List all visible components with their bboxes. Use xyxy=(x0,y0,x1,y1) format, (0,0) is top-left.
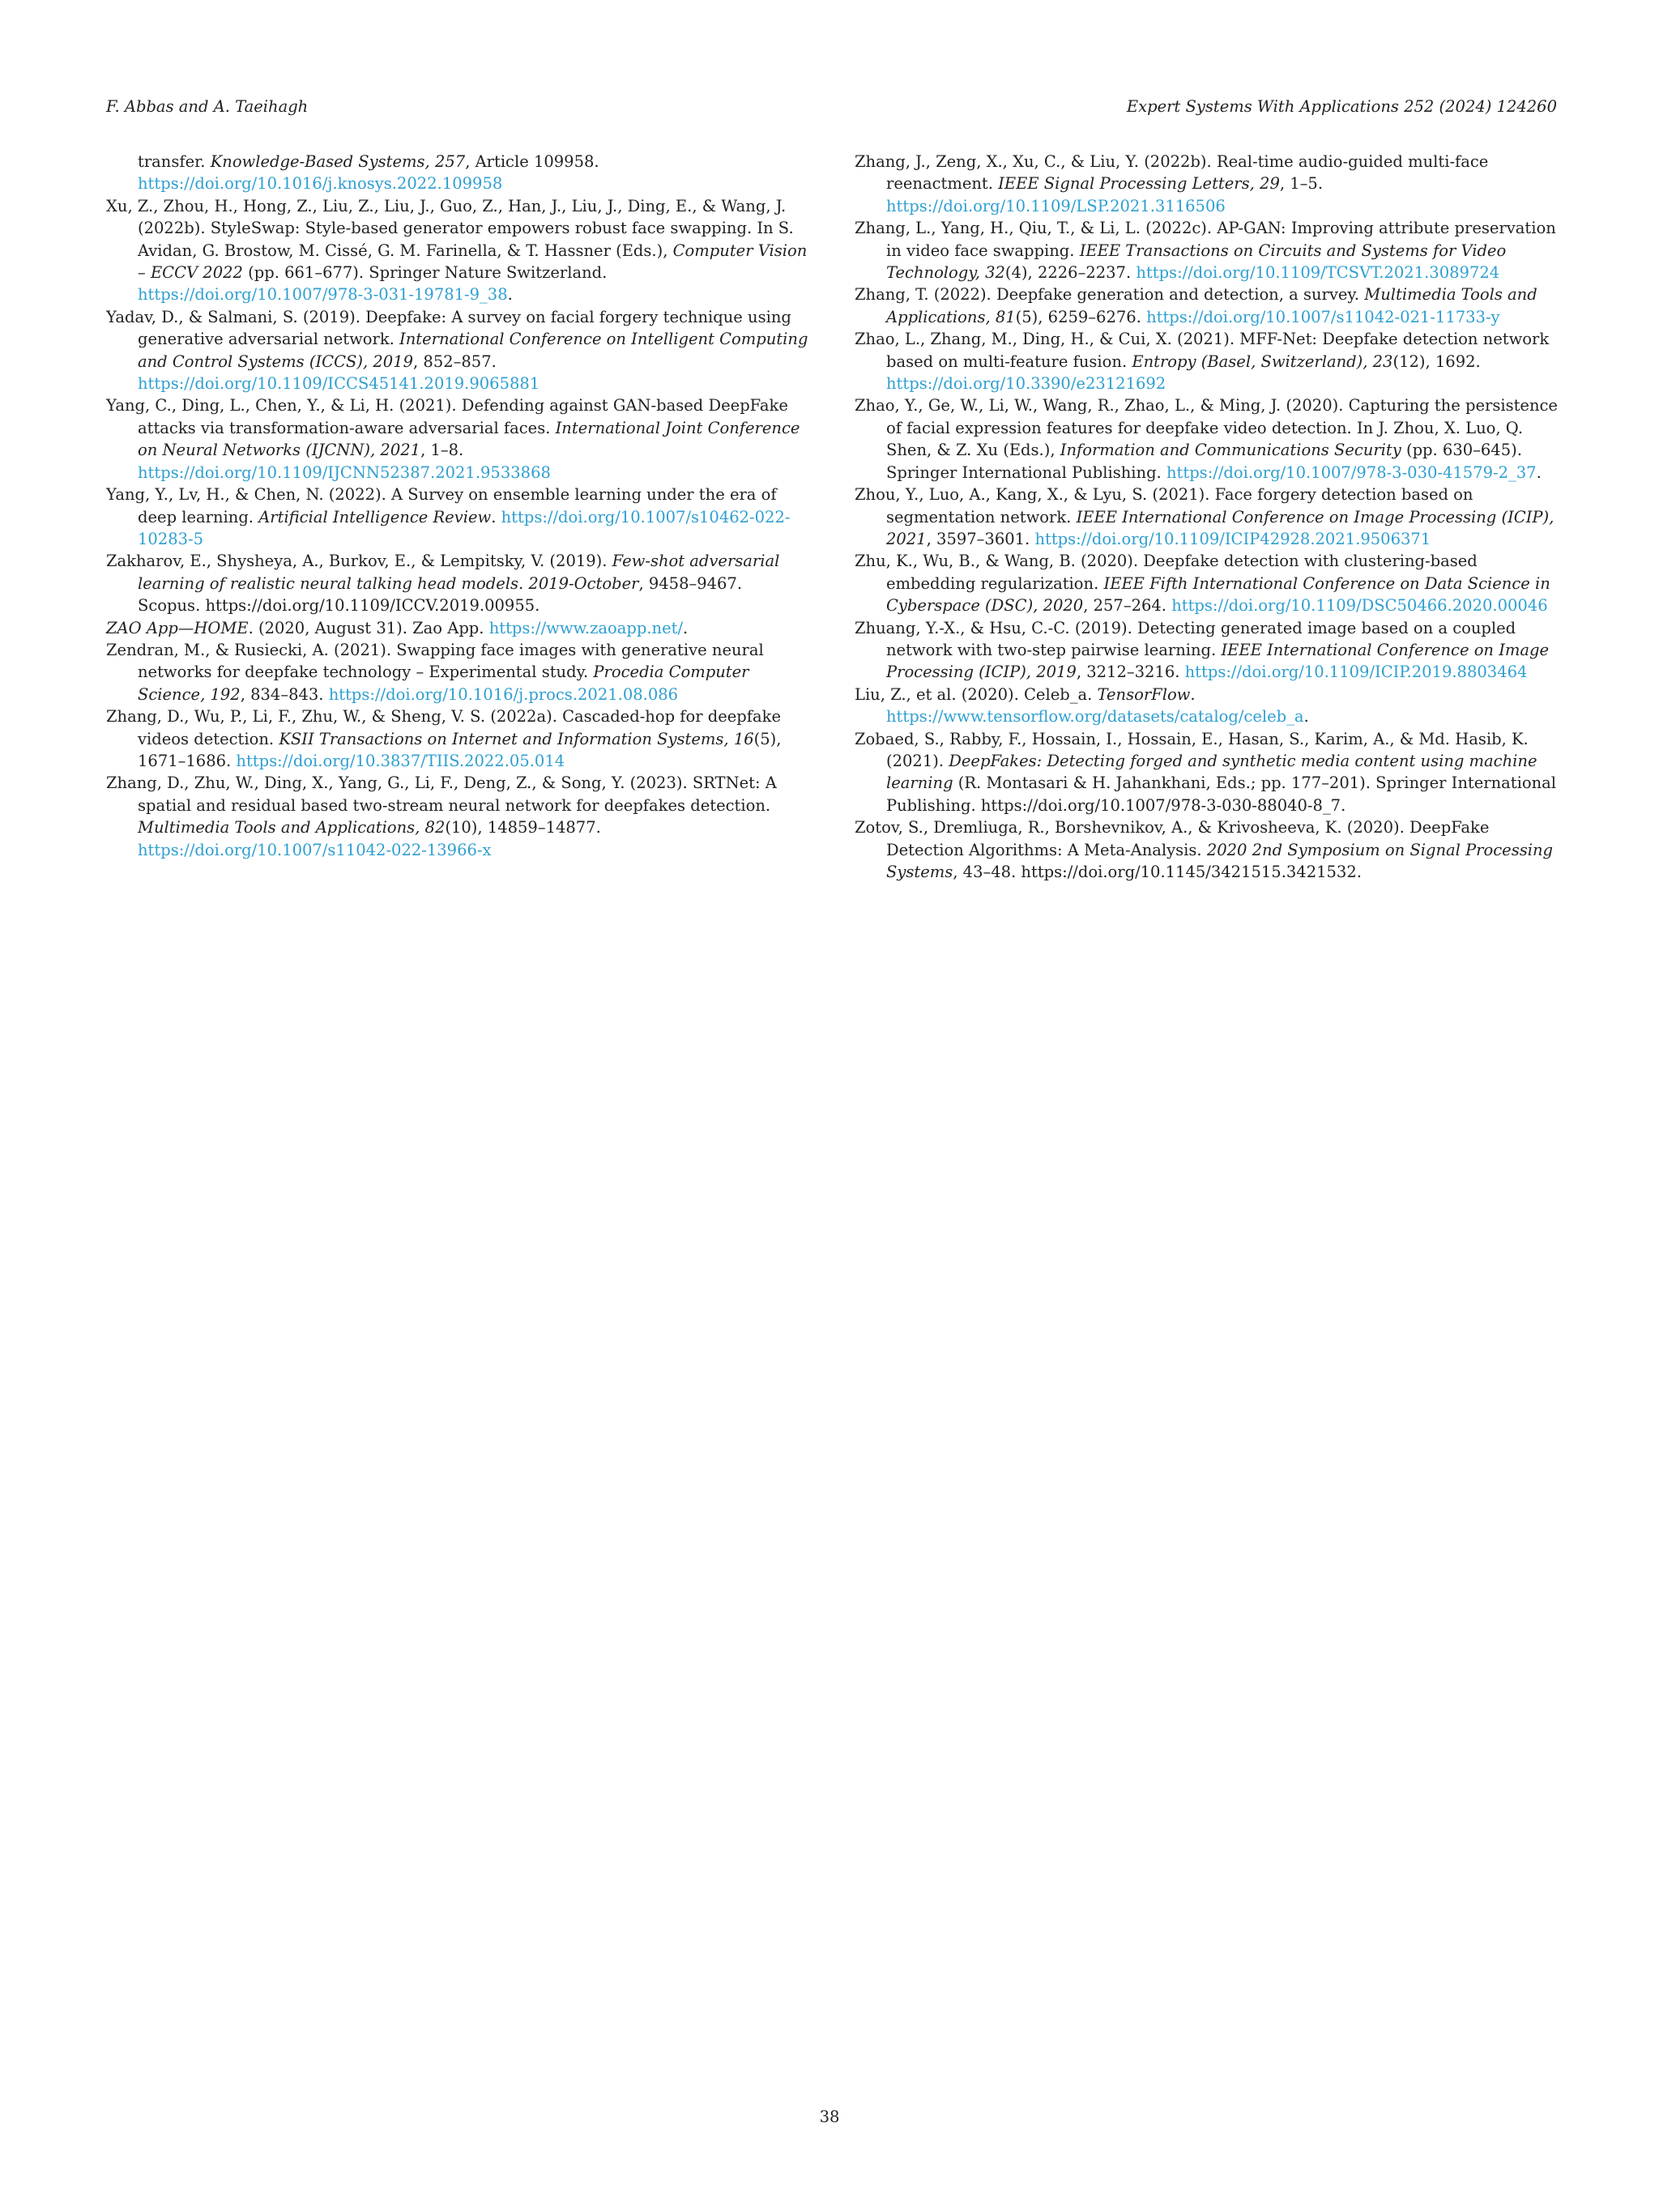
reference-text: Liu, Z., et al. (2020). Celeb_a. xyxy=(855,684,1098,704)
reference-text: , Article 109958. xyxy=(465,152,599,171)
reference-text: , 834–843. xyxy=(240,684,329,704)
reference-text: Zhao, Y., Ge, W., Li, W., Wang, R., Zhao, L., & Ming, J. (2020). Capturing the persistence of facial expression features for deepfake video detection. In J. Zhou, X. Luo, Q. Shen, & Z. Xu (Eds.), xyxy=(855,396,1558,460)
reference-text: Zobaed, S., Rabby, F., Hossain, I., Hossain, E., Hasan, S., Karim, A., & Md. Hasib, K. (2021). xyxy=(855,729,1529,770)
reference-source-italic: IEEE International Conference on Image Processing (ICIP), 2019 xyxy=(886,640,1550,682)
reference-text: . xyxy=(507,285,513,305)
reference-text: . (2020, August 31). Zao App. xyxy=(248,618,489,637)
reference-text: (pp. 630–645). Springer International Publishing. xyxy=(886,441,1522,482)
reference-text: Zhang, D., Wu, P., Li, F., Zhu, W., & Sheng, V. S. (2022a). Cascaded-hop for deepfake videos detection. xyxy=(106,707,781,748)
reference-source-italic: DeepFakes: Detecting forged and synthetic media content using machine learning xyxy=(886,751,1537,793)
page-number: 38 xyxy=(819,2108,840,2126)
reference-source-italic: IEEE Signal Processing Letters, 29 xyxy=(998,174,1280,194)
reference-text: Yadav, D., & Salmani, S. (2019). Deepfake: A survey on facial forgery technique using generative adversarial network. xyxy=(106,307,791,349)
reference-text: Zhou, Y., Luo, A., Kang, X., & Lyu, S. (2021). Face forgery detection based on segmentation network. xyxy=(855,485,1473,526)
reference-text: Zhang, J., Zeng, X., Xu, C., & Liu, Y. (2022b). Real-time audio-guided multi-face reenactment. xyxy=(855,152,1489,194)
reference-text: (10), 14859–14877. xyxy=(445,818,601,837)
reference-text: transfer. xyxy=(138,152,211,171)
reference-text: Zhu, K., Wu, B., & Wang, B. (2020). Deepfake detection with clustering-based embedding regularization. xyxy=(855,552,1478,593)
reference-text: (R. Montasari & H. Jahankhani, Eds.; pp. 177–201). Springer International Publishing. https://doi.org/10.1007/978-3-030-88040-8_7. xyxy=(886,774,1557,815)
reference-link[interactable]: https://doi.org/10.1109/ICCS45141.2019.9065881 xyxy=(138,374,540,394)
reference-source-italic: Knowledge-Based Systems, 257 xyxy=(210,152,466,171)
reference-link[interactable]: https://doi.org/10.1109/LSP.2021.3116506 xyxy=(886,196,1226,215)
reference-link[interactable]: https://doi.org/10.1007/s10462-022-10283-5 xyxy=(138,507,791,548)
reference-link[interactable]: https://www.zaoapp.net/ xyxy=(488,618,684,637)
reference-text: Zhang, L., Yang, H., Qiu, T., & Li, L. (2022c). AP-GAN: Improving attribute preservation in video face swapping. xyxy=(855,219,1556,260)
reference-source-italic: 2020 2nd Symposium on Signal Processing Systems xyxy=(886,840,1553,881)
reference-link[interactable]: https://doi.org/10.3390/e23121692 xyxy=(886,374,1166,394)
reference-text: Yang, Y., Lv, H., & Chen, N. (2022). A Survey on ensemble learning under the era of deep learning. xyxy=(106,485,777,526)
reference-entry xyxy=(106,550,809,616)
reference-text: (12), 1692. xyxy=(1392,352,1481,371)
reference-text: (pp. 661–677). Springer Nature Switzerland. xyxy=(242,263,608,283)
reference-text: . xyxy=(683,618,689,637)
reference-link[interactable]: https://doi.org/10.1109/ICIP42928.2021.9506371 xyxy=(1034,529,1431,548)
reference-link[interactable]: https://doi.org/10.1109/DSC50466.2020.00046 xyxy=(1171,596,1548,616)
reference-text: . xyxy=(1536,462,1542,482)
reference-link[interactable]: https://doi.org/10.3837/TIIS.2022.05.014 xyxy=(236,751,565,770)
reference-text: . xyxy=(1190,684,1196,704)
reference-text: Zhang, D., Zhu, W., Ding, X., Yang, G., Li, F., Deng, Z., & Song, Y. (2023). SRTNet: A spatial and residual based two-stream neural network for deepfakes detection. xyxy=(106,774,777,815)
reference-entry xyxy=(106,394,809,484)
reference-link[interactable]: https://doi.org/10.1016/j.procs.2021.08.086 xyxy=(328,684,679,704)
reference-entry xyxy=(855,151,1558,217)
reference-entry xyxy=(855,728,1558,817)
reference-text: . xyxy=(1303,707,1309,727)
reference-text: , 257–264. xyxy=(1083,596,1172,616)
reference-text: , 1–8. xyxy=(420,441,464,460)
reference-entry xyxy=(106,151,809,195)
reference-source-italic: Information and Communications Security xyxy=(1060,441,1401,460)
reference-text: (5), 6259–6276. xyxy=(1015,307,1147,326)
reference-source-italic: ZAO App—HOME xyxy=(106,618,249,637)
reference-entry xyxy=(106,639,809,705)
reference-entry xyxy=(106,705,809,772)
reference-text: , 3597–3601. xyxy=(926,529,1035,548)
references-right-column xyxy=(855,151,1558,883)
reference-entry xyxy=(855,617,1558,684)
reference-entry xyxy=(855,550,1558,616)
reference-entry xyxy=(855,283,1558,328)
reference-entry xyxy=(855,684,1558,728)
reference-entry xyxy=(855,217,1558,283)
reference-entry xyxy=(106,195,809,306)
reference-text: Zakharov, E., Shysheya, A., Burkov, E., & Lempitsky, V. (2019). xyxy=(106,552,612,571)
reference-entry xyxy=(106,772,809,861)
reference-link[interactable]: https://doi.org/10.1007/s11042-021-11733-y xyxy=(1146,307,1500,326)
reference-text: (4), 2226–2237. xyxy=(1004,263,1137,283)
reference-link[interactable]: https://doi.org/10.1007/s11042-022-13966-x xyxy=(138,840,492,859)
reference-source-italic: IEEE International Conference on Image Processing (ICIP), 2021 xyxy=(886,507,1555,548)
reference-text: Yang, C., Ding, L., Chen, Y., & Li, H. (2021). Defending against GAN-based DeepFake attacks via transformation-aware adversarial faces. xyxy=(106,396,788,437)
reference-link[interactable]: https://doi.org/10.1007/978-3-031-19781-9_38 xyxy=(138,285,508,305)
reference-link[interactable]: https://doi.org/10.1109/TCSVT.2021.3089724 xyxy=(1136,263,1500,283)
reference-source-italic: Computer Vision – ECCV 2022 xyxy=(138,241,808,283)
references-left-column xyxy=(106,151,809,861)
reference-source-italic: Few-shot adversarial learning of realistic neural talking head models. 2019-October xyxy=(138,552,780,593)
reference-text: (5), 1671–1686. xyxy=(138,729,782,770)
reference-source-italic: TensorFlow xyxy=(1097,684,1191,704)
reference-source-italic: Procedia Computer Science, 192 xyxy=(138,663,749,704)
reference-link[interactable]: https://www.tensorflow.org/datasets/catalog/celeb_a xyxy=(886,707,1304,727)
reference-text: . xyxy=(491,507,501,526)
reference-entry xyxy=(855,484,1558,550)
reference-source-italic: Artificial Intelligence Review xyxy=(258,507,492,526)
reference-text: , 43–48. https://doi.org/10.1145/3421515.3421532. xyxy=(953,863,1362,881)
reference-text: Xu, Z., Zhou, H., Hong, Z., Liu, Z., Liu, J., Guo, Z., Han, J., Liu, J., Ding, E., & Wang, J. (2022b). StyleSwap: Style-based generator empowers robust face swapping. In S. Avidan, G. Brostow, M. Cissé, G. M. Farinella, & T. Hassner (Eds.), xyxy=(106,196,794,260)
reference-text: Zhao, L., Zhang, M., Ding, H., & Cui, X. (2021). MFF-Net: Deepfake detection network based on multi-feature fusion. xyxy=(855,330,1550,371)
reference-text: Zhuang, Y.-X., & Hsu, C.-C. (2019). Detecting generated image based on a coupled network with two-step pairwise learning. xyxy=(855,618,1516,659)
reference-text: Zendran, M., & Rusiecki, A. (2021). Swapping face images with generative neural networks for deepfake technology – Experimental study. xyxy=(106,640,764,682)
reference-link[interactable]: https://doi.org/10.1109/ICIP.2019.8803464 xyxy=(1184,663,1528,682)
reference-link[interactable]: https://doi.org/10.1109/IJCNN52387.2021.9533868 xyxy=(138,462,551,482)
reference-entry xyxy=(855,328,1558,394)
reference-text: Zhang, T. (2022). Deepfake generation and detection, a survey. xyxy=(855,285,1365,305)
reference-entry xyxy=(855,816,1558,883)
reference-entry xyxy=(106,484,809,550)
reference-source-italic: International Conference on Intelligent Computing and Control Systems (ICCS), 2019 xyxy=(138,330,808,371)
reference-entry xyxy=(106,617,809,639)
reference-source-italic: Multimedia Tools and Applications, 81 xyxy=(886,285,1537,326)
reference-text: Zotov, S., Dremliuga, R., Borshevnikov, A., & Krivosheeva, K. (2020). DeepFake Detection Algorithms: A Meta-Analysis. xyxy=(855,818,1490,859)
reference-source-italic: IEEE Transactions on Circuits and Systems for Video Technology, 32 xyxy=(886,241,1507,283)
reference-text: , 1–5. xyxy=(1279,174,1324,194)
running-head-authors: F. Abbas and A. Taeihagh xyxy=(106,97,309,116)
reference-link[interactable]: https://doi.org/10.1016/j.knosys.2022.109958 xyxy=(138,174,503,194)
reference-source-italic: IEEE Fifth International Conference on Data Science in Cyberspace (DSC), 2020 xyxy=(886,573,1550,616)
running-head-journal: Expert Systems With Applications 252 (2024) 124260 xyxy=(1126,97,1557,116)
reference-text: , 3212–3216. xyxy=(1076,663,1185,682)
reference-source-italic: Entropy (Basel, Switzerland), 23 xyxy=(1132,352,1393,371)
reference-source-italic: International Joint Conference on Neural Networks (IJCNN), 2021 xyxy=(138,418,800,460)
reference-link[interactable]: https://doi.org/10.1007/978-3-030-41579-2_37 xyxy=(1166,462,1537,482)
reference-source-italic: Multimedia Tools and Applications, 82 xyxy=(138,818,446,837)
reference-source-italic: KSII Transactions on Internet and Information Systems, 16 xyxy=(279,729,754,748)
reference-text: , 9458–9467. Scopus. https://doi.org/10.1109/ICCV.2019.00955. xyxy=(138,573,743,616)
reference-entry xyxy=(106,306,809,395)
reference-entry xyxy=(855,394,1558,484)
reference-text: , 852–857. xyxy=(413,352,497,371)
